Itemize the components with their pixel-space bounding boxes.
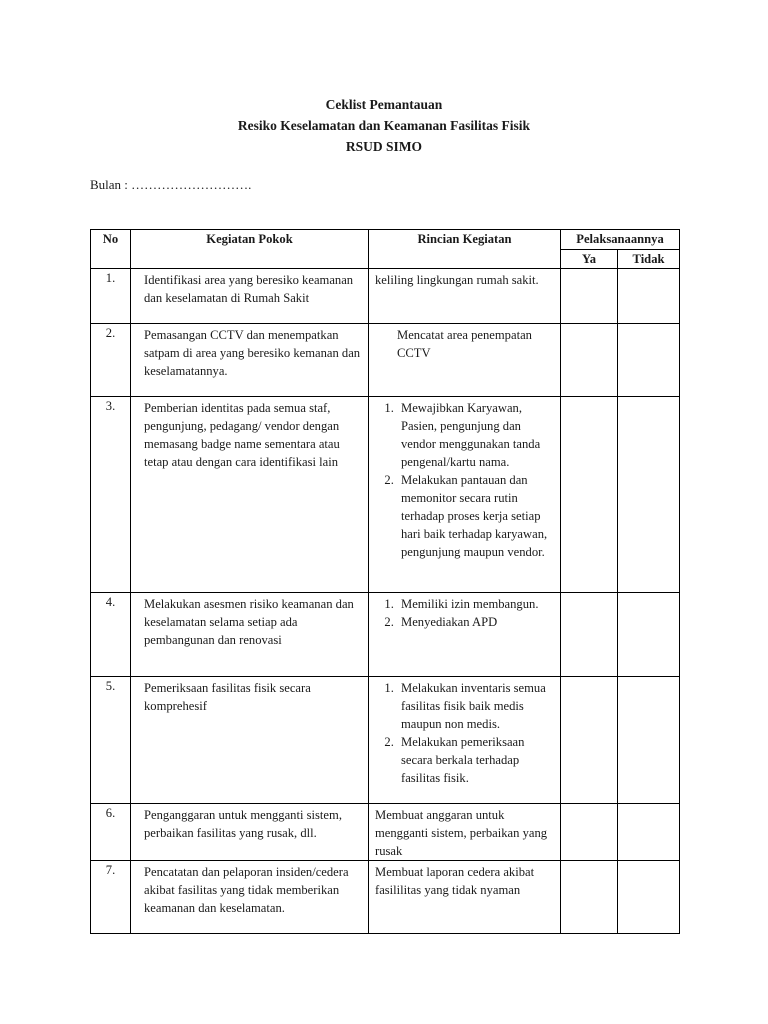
kegiatan-pokok-cell: Identifikasi area yang beresiko keamanan dan keselamatan di Rumah Sakit <box>131 269 369 324</box>
rincian-kegiatan-cell: Membuat anggaran untuk mengganti sistem, perbaikan yang rusak <box>369 804 561 861</box>
kegiatan-pokok-cell: Pemeriksaan fasilitas fisik secara komprehesif <box>131 677 369 804</box>
header-pelaksanaan: Pelaksanaannya <box>561 230 680 250</box>
tidak-checkbox-cell[interactable] <box>618 677 680 804</box>
tidak-checkbox-cell[interactable] <box>618 861 680 934</box>
table-row <box>91 269 680 324</box>
ya-checkbox-cell[interactable] <box>561 269 618 324</box>
table-row <box>91 861 680 934</box>
ya-checkbox-cell[interactable] <box>561 861 618 934</box>
header-no: No <box>91 230 131 269</box>
tidak-checkbox-cell[interactable] <box>618 397 680 593</box>
header-tidak: Tidak <box>618 250 680 269</box>
table-row <box>91 397 680 593</box>
row-number: 3. <box>91 397 131 593</box>
rincian-kegiatan-cell: Membuat laporan cedera akibat fasililitas yang tidak nyaman <box>369 861 561 934</box>
table-row <box>91 593 680 677</box>
row-number: 1. <box>91 269 131 324</box>
tidak-checkbox-cell[interactable] <box>618 269 680 324</box>
rincian-list-item: 2. Melakukan pemeriksaan secara berkala terhadap fasilitas fisik. <box>397 733 554 787</box>
kegiatan-pokok-cell: Melakukan asesmen risiko keamanan dan keselamatan selama setiap ada pembangunan dan renovasi <box>131 593 369 677</box>
rincian-list-item: 2. Menyediakan APD <box>397 613 554 631</box>
tidak-checkbox-cell[interactable] <box>618 593 680 677</box>
table-row <box>91 324 680 397</box>
table-row <box>91 677 680 804</box>
ya-checkbox-cell[interactable] <box>561 677 618 804</box>
row-number: 5. <box>91 677 131 804</box>
month-field: Bulan : ………………………. <box>90 177 252 192</box>
rincian-list-item: 2. Melakukan pantauan dan memonitor secara rutin terhadap proses kerja setiap hari baik terhadap karyawan, pengunjung maupun vendor. <box>397 471 554 561</box>
rincian-kegiatan-cell <box>369 593 561 677</box>
row-number: 4. <box>91 593 131 677</box>
tidak-checkbox-cell[interactable] <box>618 804 680 861</box>
row-number: 2. <box>91 324 131 397</box>
document-title <box>0 94 768 157</box>
kegiatan-pokok-cell: Pencatatan dan pelaporan insiden/cedera akibat fasilitas yang tidak memberikan keamanan dan keselamatan. <box>131 861 369 934</box>
checklist-table <box>90 229 680 934</box>
header-kegiatan-pokok: Kegiatan Pokok <box>131 230 369 269</box>
table-row <box>91 804 680 861</box>
rincian-kegiatan-cell <box>369 677 561 804</box>
title-line-1: Ceklist Pemantauan <box>325 97 443 112</box>
rincian-kegiatan-cell <box>369 397 561 593</box>
row-number: 7. <box>91 861 131 934</box>
ya-checkbox-cell[interactable] <box>561 324 618 397</box>
header-ya: Ya <box>561 250 618 269</box>
title-line-2: Resiko Keselamatan dan Keamanan Fasilitas Fisik <box>237 118 531 133</box>
ya-checkbox-cell[interactable] <box>561 397 618 593</box>
rincian-kegiatan-cell: Mencatat area penempatan CCTV <box>369 324 561 397</box>
header-rincian-kegiatan: Rincian Kegiatan <box>369 230 561 269</box>
ya-checkbox-cell[interactable] <box>561 804 618 861</box>
rincian-list-item: 1. Mewajibkan Karyawan, Pasien, pengunjung dan vendor menggunakan tanda pengenal/kartu nama. <box>397 399 554 471</box>
row-number: 6. <box>91 804 131 861</box>
rincian-list-item: 1. Memiliki izin membangun. <box>397 595 554 613</box>
rincian-kegiatan-cell: keliling lingkungan rumah sakit. <box>369 269 561 324</box>
rincian-list-item: 1. Melakukan inventaris semua fasilitas fisik baik medis maupun non medis. <box>397 679 554 733</box>
tidak-checkbox-cell[interactable] <box>618 324 680 397</box>
title-line-3: RSUD SIMO <box>345 139 423 154</box>
kegiatan-pokok-cell: Pemberian identitas pada semua staf, pengunjung, pedagang/ vendor dengan memasang badge name sementara atau tetap atau dengan cara identifikasi lain <box>131 397 369 593</box>
kegiatan-pokok-cell: Pemasangan CCTV dan menempatkan satpam di area yang beresiko kemanan dan keselamatannya. <box>131 324 369 397</box>
kegiatan-pokok-cell: Penganggaran untuk mengganti sistem, perbaikan fasilitas yang rusak, dll. <box>131 804 369 861</box>
ya-checkbox-cell[interactable] <box>561 593 618 677</box>
